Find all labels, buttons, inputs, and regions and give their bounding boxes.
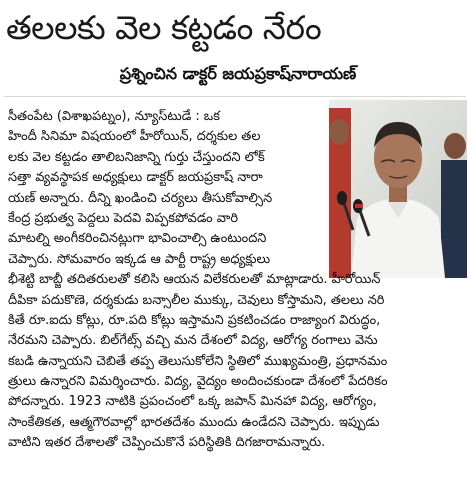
article-line: లకు వెల కట్టడం తాలిబనిజాన్ని గుర్తు చేస్తుందని లోక్	[8, 149, 265, 165]
article-line: కితే రూ.ఐదు కోట్లు, రూ.పది కోట్లు ఇస్తామని ప్రకటించడం రాజ్యాంగ విరుద్ధం,	[8, 312, 381, 328]
article-line: త్రులు ఉన్నారని విమర్శించారు. విద్య, వైద్యం అందించకుండా దేశంలో పేదరికం	[8, 374, 388, 390]
article-line: యణ్ అన్నారు. దీన్ని ఖండించి చర్యలు తీసుకోవాల్సిన	[8, 190, 273, 206]
article-line: చెప్పారు. సోమవారం ఇక్కడ ఆ పార్టీ రాష్ట్ర అధ్యక్షులు	[8, 251, 271, 267]
article-line: సత్తా వ్యవస్థాపక అధ్యక్షులు డాక్టర్ జయప్రకాష్ నారా	[8, 170, 263, 186]
article-line: నేరమని చెప్పారు. బిల్‌గేట్స్ వచ్చి మన దేశంలో విద్య, ఆరోగ్య రంగాలు వెను	[8, 333, 378, 349]
article-line: మాటల్ని అంగీకరించినట్లుగా భావించాల్సి ఉంటుందని	[8, 231, 267, 247]
article-line: దీపికా పదుకొణె, దర్శకుడు బన్సాలీల ముక్కు, చెవులు కోస్తామని, తలలు నరి	[8, 292, 385, 308]
article-line: భీశెట్టి బాబ్జీ తదితరులతో కలిసి ఆయన విలేకరులతో మాట్లాడారు. హీరోయిన్	[8, 272, 381, 288]
article-line: సీతంపేట (విశాఖపట్నం), న్యూస్‌టుడే : ఒక	[8, 109, 220, 124]
article-line: హిందీ సినిమా విషయంలో హీరోయిన్, దర్శకుల తల	[8, 129, 261, 145]
article-body	[8, 107, 463, 479]
headline: తలలకు వెల కట్టడం నేరం	[6, 8, 322, 47]
subheadline: ప్రశ్నించిన డాక్టర్ జయప్రకాష్‌నారాయణ్	[119, 64, 357, 83]
article-line: కబడి ఉన్నాయని చెబితే తప్ప తెలుసుకోలేని స్థితిలో ముఖ్యమంత్రి, ప్రధానమం	[8, 353, 388, 369]
subheadline-divider	[4, 96, 466, 97]
article-line: సాంకేతికత, ఆత్మగౌరవాల్లో భారతదేశం ముందు ఉండేదని చెప్పారు. ఇప్పుడు	[8, 414, 380, 430]
article-line: కేంద్ర ప్రభుత్వ పెద్దలు పెదవి విప్పకపోవడం వారి	[8, 210, 238, 226]
article-line: పోదన్నారు. 1923 నాటికి ప్రపంచంలో ఒక్క జపాన్ మినహా విద్య, ఆరోగ్యం,	[8, 394, 377, 410]
article-line: వాటిని ఇతర దేశాలతో చెప్పించుకొనే పరిస్థితికి దిగజారామన్నారు.	[8, 435, 326, 451]
